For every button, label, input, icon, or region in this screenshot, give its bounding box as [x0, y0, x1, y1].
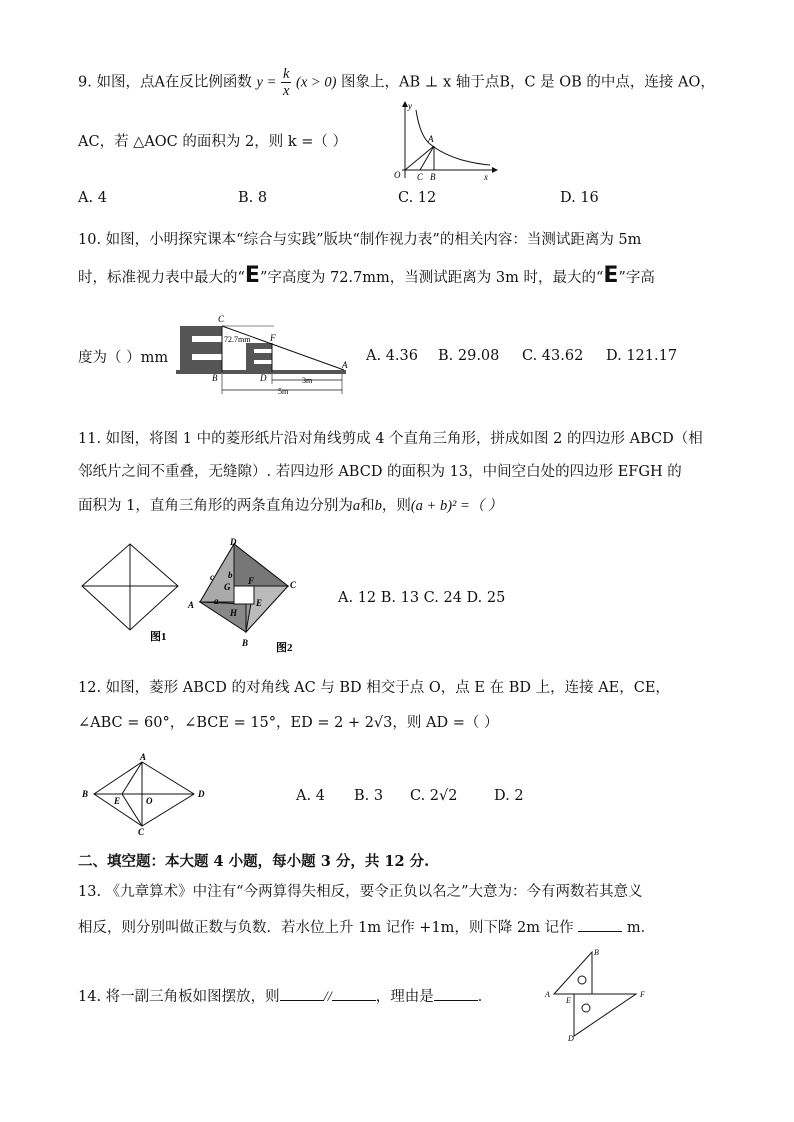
q13-text-b: m． [626, 920, 656, 936]
tri-bottom [200, 602, 246, 632]
label-5m: 5m [278, 387, 289, 396]
q9-text-b: 图象上，AB ⊥ x 轴于点B，C 是 OB 的中点，连接 AO， [341, 74, 715, 91]
label-A: A [188, 600, 195, 610]
q13-line1: 13. 《九章算术》中注有“今两算得失相反，要令正负以名之”大意为：今有两数若其意义 [78, 884, 643, 900]
q10-text-a: 时，标准视力表中最大的“ [78, 270, 245, 286]
triangle-abe [554, 952, 592, 994]
q9-option-b: B. 8 [238, 190, 268, 206]
q10-option-c: C. 43.62 [522, 348, 584, 364]
q13-answer-blank[interactable] [578, 917, 622, 932]
q10-option-d: D. 121.17 [606, 348, 678, 364]
q9-frac-den: x [283, 83, 290, 99]
q11-text-a: 面积为 1，直角三角形的两条直角边分别为 [78, 498, 353, 514]
label-E: E [256, 598, 263, 608]
small-e-shape [246, 343, 272, 372]
label-O: O [394, 170, 401, 180]
section-heading: 二、填空题：本大题 4 小题，每小题 3 分，共 12 分. [78, 853, 430, 870]
label-D: D [568, 1034, 574, 1042]
big-e-gap1 [192, 336, 222, 342]
q9-cond: (x > 0) [296, 74, 337, 91]
small-e-gap2 [254, 360, 272, 364]
segment-ae [122, 762, 142, 794]
q9-figure [372, 100, 500, 182]
q11-figure-2 [184, 536, 308, 654]
q14-text-a: 14. 将一副三角板如图摆放，则 [78, 989, 280, 1005]
hole-1 [578, 976, 586, 984]
q12-option-b: B. 3 [354, 788, 384, 804]
tri-top [234, 544, 288, 588]
triangle-efd [574, 994, 636, 1036]
q11-var-b: b [374, 498, 382, 514]
q12-figure [78, 752, 218, 836]
q9-option-a: A. 4 [78, 190, 107, 206]
q11-line3 [78, 496, 502, 516]
label-A: A [545, 990, 550, 999]
q10-line1: 10. 如图，小明探究课本“综合与实践”版块“制作视力表”的相关内容：当测试距离为 5m [78, 232, 642, 248]
label-F: F [248, 576, 255, 586]
q9-text-a: 9. 如图，点A在反比例函数 [78, 74, 252, 91]
q13-text-a: 相反，则分别叫做正数与负数．若水位上升 1m 记作 +1m，则下降 2m 记作 [78, 920, 574, 936]
q11-line1: 11. 如图，将图 1 中的菱形纸片沿对角线剪成 4 个直角三角形，拼成如图 2 的四边形 ABCD（相 [78, 431, 703, 447]
center-square [234, 586, 254, 604]
q11-expr: (a + b)² =（ ） [410, 498, 503, 514]
label-D: D [198, 789, 205, 799]
q10-line3: 度为（ ）mm [78, 350, 169, 366]
label-C: C [138, 827, 145, 836]
label-B: B [430, 172, 436, 182]
q12-option-a: A. 4 [296, 788, 325, 804]
big-e-shape [180, 326, 222, 372]
q10-line2 [78, 263, 655, 288]
q11-var-a: a [352, 498, 361, 514]
label-A: A [342, 360, 348, 370]
q14-blank-1[interactable] [280, 986, 324, 1001]
line-CA [222, 326, 344, 370]
q10-figure [174, 312, 354, 398]
fig1-caption: 图1 [150, 631, 167, 643]
label-E: E [114, 796, 121, 806]
big-e-1: E [244, 263, 260, 288]
fig2-caption: 图2 [276, 642, 293, 654]
label-c: c [210, 572, 214, 582]
q12-line2: ∠ABC = 60°，∠BCE = 15°，ED = 2 + 2√3，则 AD =（ ） [78, 715, 499, 731]
q9-fraction [281, 66, 291, 99]
label-D: D [230, 537, 237, 547]
big-e-gap2 [192, 354, 222, 360]
q10-text-b: ”字高度为 72.7mm，当测试距离为 3m 时，最大的“ [259, 270, 604, 286]
label-E: E [566, 996, 571, 1005]
label-B: B [242, 638, 249, 648]
small-e-gap1 [254, 349, 272, 353]
label-B: B [212, 373, 218, 383]
segment-ce [122, 794, 142, 826]
label-D: D [260, 373, 267, 383]
q14-line [78, 986, 492, 1007]
label-O: O [146, 796, 153, 806]
label-B: B [82, 789, 89, 799]
q9-line2: AC，若 △AOC 的面积为 2，则 k =（ ） [78, 134, 347, 150]
label-b: b [228, 570, 233, 580]
q10-option-a: A. 4.36 [366, 348, 418, 364]
q14-figure [540, 946, 656, 1042]
q14-blank-2[interactable] [332, 986, 376, 1001]
label-a: a [214, 596, 219, 606]
label-A: A [140, 752, 147, 762]
label-A: A [428, 134, 434, 144]
q14-text-b: ，理由是 [375, 989, 434, 1005]
label-F: F [640, 990, 645, 999]
q9-option-d: D. 16 [560, 190, 599, 206]
q12-option-c: C. 2√2 [410, 788, 458, 804]
label-C: C [290, 580, 297, 590]
parallel-symbol: // [323, 989, 332, 1005]
q13-line2 [78, 917, 655, 938]
q9-y-eq: y = [256, 74, 277, 91]
x-arrow-icon [492, 167, 498, 173]
label-3m: 3m [302, 376, 313, 385]
q9-frac-num: k [283, 66, 290, 82]
q14-text-c: ． [477, 989, 493, 1005]
segment-AO [405, 146, 434, 170]
q11-figure-1 [78, 540, 198, 644]
label-C: C [417, 172, 424, 182]
big-e-2: E [603, 263, 619, 288]
q10-option-b: B. 29.08 [438, 348, 500, 364]
label-G: G [224, 582, 231, 592]
q11-text-b: ，则 [381, 498, 411, 514]
label-H: H [230, 608, 238, 618]
q14-blank-3[interactable] [434, 986, 478, 1001]
hole-2 [582, 1004, 590, 1012]
q11-line2: 邻纸片之间不重叠，无缝隙）. 若四边形 ABCD 的面积为 13，中间空白处的四边形 EFGH 的 [78, 464, 682, 480]
label-B: B [594, 948, 599, 957]
label-F: F [270, 333, 276, 343]
segment-AC [420, 146, 434, 170]
q11-options: A. 12 B. 13 C. 24 D. 25 [338, 590, 506, 606]
label-x: x [484, 172, 488, 182]
label-C: C [218, 314, 225, 324]
label-y: y [408, 101, 412, 111]
label-72mm: 72.7mm [224, 335, 251, 344]
q9-option-c: C. 12 [398, 190, 437, 206]
q12-line1: 12. 如图，菱形 ABCD 的对角线 AC 与 BD 相交于点 O，点 E 在 BD 上，连接 AE，CE， [78, 680, 670, 696]
q12-option-d: D. 2 [494, 788, 524, 804]
q9-line1 [78, 66, 715, 99]
q11-and: 和 [360, 498, 375, 514]
q10-text-c: ”字高 [618, 270, 655, 286]
